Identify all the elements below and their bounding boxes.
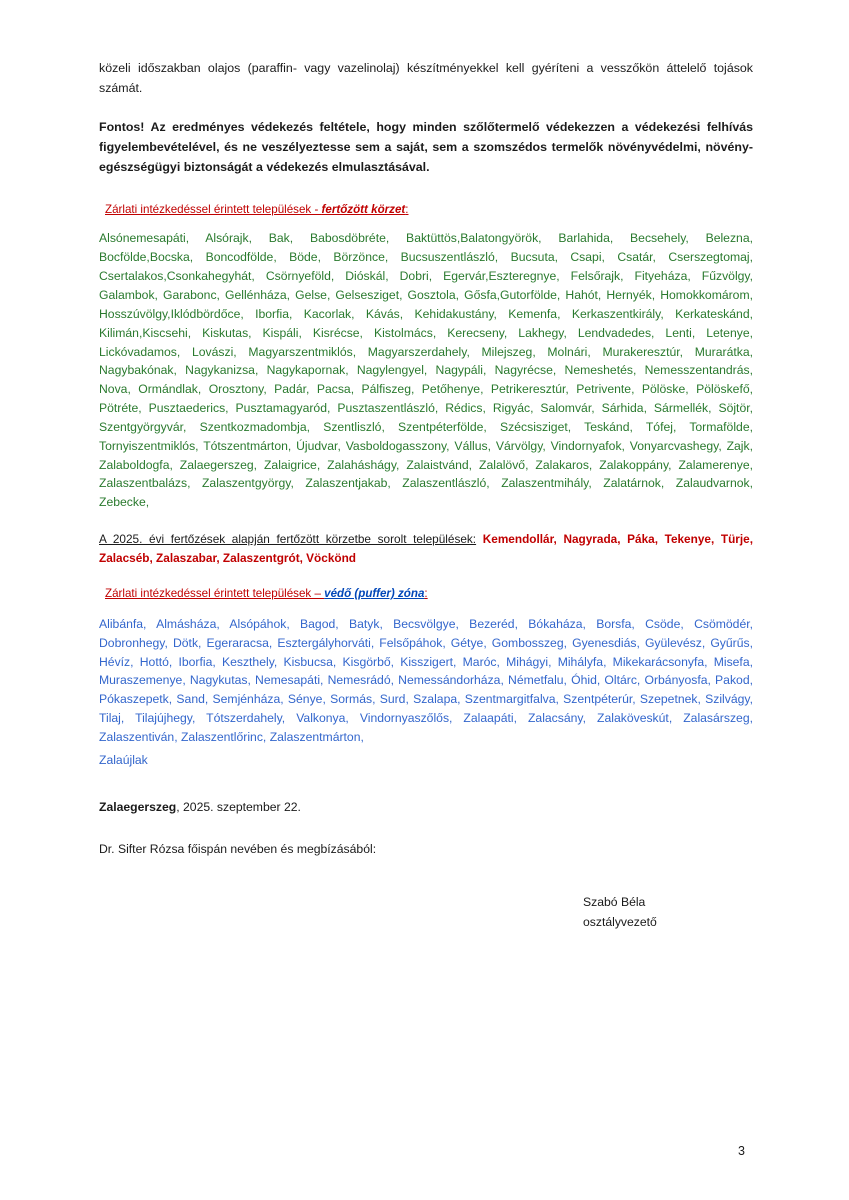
buffer-settlements-list-tail: Zalaújlak xyxy=(99,752,148,767)
buffer-zone-heading-prefix: Zárlati intézkedéssel érintett települések – xyxy=(105,586,325,600)
buffer-zone-heading xyxy=(99,587,753,600)
buffer-zone-heading-emphasis: védő (puffer) zóna xyxy=(324,586,425,600)
signing-date: , 2025. szeptember 22. xyxy=(176,799,301,814)
infected-zone-heading-prefix: Zárlati intézkedéssel érintett települések - xyxy=(105,203,322,217)
page-number: 3 xyxy=(738,1144,745,1158)
signer-title: osztályvezető xyxy=(583,915,657,930)
infected-zone-heading-suffix: : xyxy=(405,203,409,217)
infected-zone-heading xyxy=(99,203,753,216)
new-infections-line xyxy=(99,530,753,568)
buffer-zone-heading-suffix: : xyxy=(424,586,428,600)
on-behalf-line: Dr. Sifter Rózsa főispán nevében és megbízásából: xyxy=(99,841,377,856)
place-and-date xyxy=(99,800,753,814)
infected-zone-heading-emphasis: fertőzött körzet xyxy=(321,203,406,217)
buffer-settlements-list: Alibánfa, Almásháza, Alsópáhok, Bagod, Batyk, Becsvölgye, Bezeréd, Bókaháza, Borsfa, Csöde, Csömödér, Dobronhegy, Dötk, Egeraracsa, Esztergályhorváti, Felsőpáhok, Gétye, Gombosszeg, Gyenesdiás, Gyülevész, Gyűrűs, Hévíz, Hottó, Iborfia, Keszthely, Kisbucsa, Kisgörbő, Kisszigert, Maróc, Mihágyi, Mihályfa, Mikekarácsonyfa, Misefa, Muraszemenye, Nagykutas, Nemesapáti, Nemesrádó, Nemessándorháza, Németfalu, Óhid, Oltárc, Orbányosfa, Pakod, Pókaszepetk, Sand, Semjénháza, Sénye, Sormás, Surd, Szalapa, Szentmargitfalva, Szentpéterúr, Szepetnek, Szilvágy, Tilaj, Tilajújhegy, Tótszerdahely, Valkonya, Vindornyaszőlős, Zalaapáti, Zalacsány, Zalaköveskút, Zalasárszeg, Zalaszentiván, Zalaszentlőrinc, Zalaszentmárton, xyxy=(99,616,753,744)
intro-paragraph: közeli időszakban olajos (paraffin- vagy vazelinolaj) készítményekkel kell gyéríteni a vesszőkön áttelelő tojások számát. xyxy=(99,61,753,96)
new-infections-lead: A 2025. évi fertőzések alapján fertőzött körzetbe sorolt települések: xyxy=(99,532,477,547)
signature-block xyxy=(583,892,753,933)
new-infections-towns: Kemendollár, Nagyrada, Páka, Tekenye, Türje, Zalacséb, Zalaszabar, Zalaszentgrót, Vöckönd xyxy=(99,532,753,565)
signer-name: Szabó Béla xyxy=(583,894,646,909)
important-paragraph: Fontos! Az eredményes védekezés feltétele, hogy minden szőlőtermelő védekezzen a védekezési felhívás figyelembevételével, és ne veszélyeztesse sem a saját, sem a szomszédos termelők növényvédelmi, növény-egészségügyi biztonságát a védekezés elmulasztásával. xyxy=(99,120,753,175)
infected-settlements-list: Alsónemesapáti, Alsórajk, Bak, Babosdöbréte, Baktüttös,Balatongyörök, Barlahida, Becsehely, Belezna, Bocfölde,Bocska, Boncodfölde, Böde, Börzönce, Bucsuszentlászló, Bucsuta, Csapi, Csatár, Cserszegtomaj, Csertalakos,Csonkahegyhát, Csörnyeföld, Dióskál, Dobri, Egervár,Eszteregnye, Felsőrajk, Fityeháza, Fűzvölgy, Galambok, Garabonc, Gellénháza, Gelse, Gelsesziget, Gosztola, Gősfa,Gutorfölde, Hahót, Hernyék, Homokkomárom, Hosszúvölgy,Iklódbördőce, Iborfia, Kacorlak, Kávás, Kehidakustány, Kemenfa, Kerkaszentkirály, Kerkateskánd, Kilimán,Kiscsehi, Kiskutas, Kispáli, Kisrécse, Kistolmács, Kerecseny, Lakhegy, Lendvadedes, Lenti, Letenye, Lickóvadamos, Lovászi, Magyarszentmiklós, Magyarszerdahely, Milejszeg, Molnári, Murakeresztúr, Murarátka, Nagybakónak, Nagykanizsa, Nagykapornak, Nagylengyel, Nagypáli, Nagyrécse, Nemeshetés, Nemesszentandrás, Nova, Ormándlak, Orosztony, Padár, Pacsa, Pálfiszeg, Petőhenye, Petrikeresztúr, Petrivente, Pölöske, Pölöskefő, Pötréte, Pusztaederics, Pusztamagyaród, Pusztaszentlászló, Rédics, Rigyác, Salomvár, Sárhida, Sármellék, Söjtör, Szentgyörgyvár, Szentkozmadombja, Szentliszló, Szentpéterfölde, Szécsisziget, Teskánd, Tófej, Tormafölde, Tornyiszentmiklós, Tótszentmárton, Újudvar, Vasboldogasszony, Vállus, Várvölgy, Vindornyafok, Vonyarcvashegy, Zajk, Zalaboldogfa, Zalaegerszeg, Zalaigrice, Zalaháshágy, Zalaistvánd, Zalalövő, Zalakaros, Zalakoppány, Zalamerenye, Zalaszentbalázs, Zalaszentgyörgy, Zalaszentjakab, Zalaszentlászló, Zalaszentmihály, Zalatárnok, Zalaudvarnok, Zebecke, xyxy=(99,231,753,510)
place-name: Zalaegerszeg xyxy=(99,799,177,814)
